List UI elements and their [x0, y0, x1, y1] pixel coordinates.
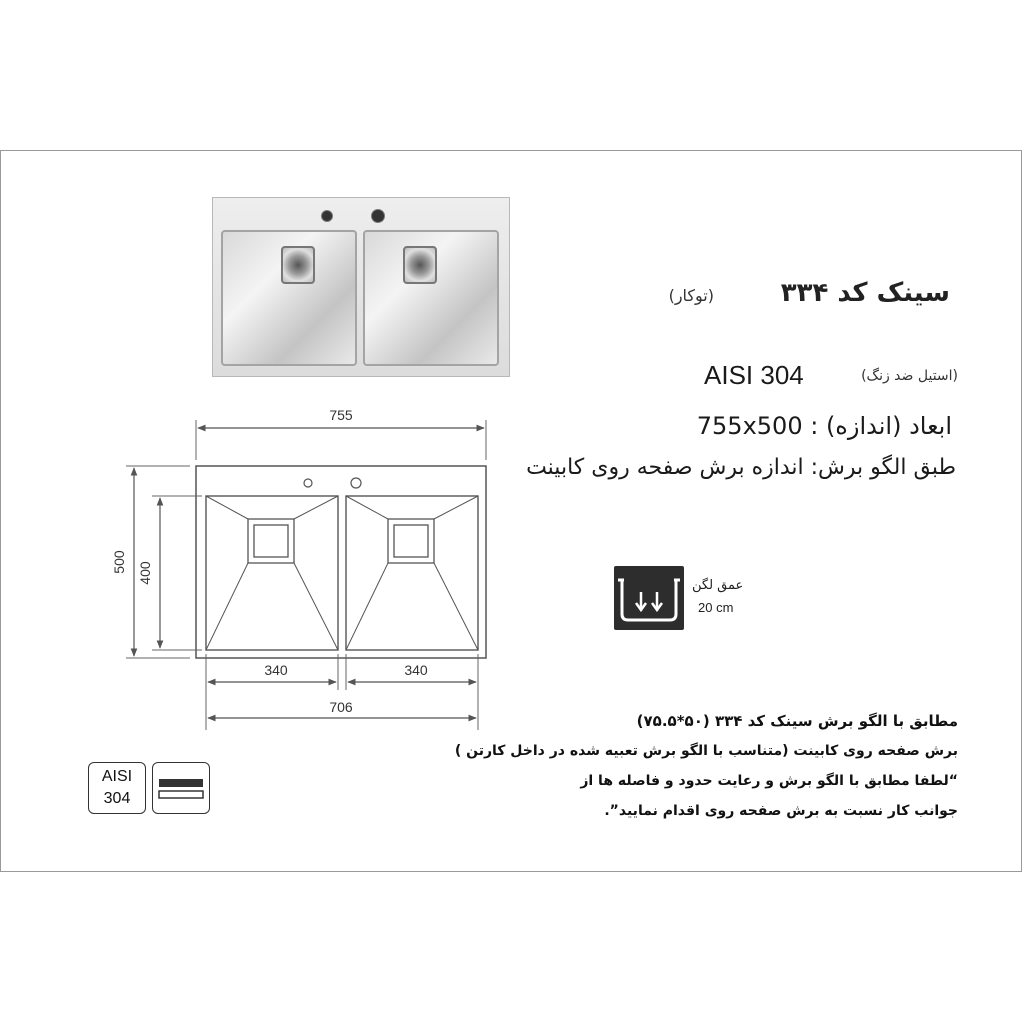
dimensions-line: 755x500 : ابعاد (اندازه) [696, 412, 952, 440]
dim-bowl-left-width: 340 [264, 662, 288, 678]
depth-label: عمق لگن [692, 578, 744, 593]
badge-line-1: AISI [101, 768, 133, 785]
dim-bowl-right-width: 340 [404, 662, 428, 678]
bowl-depth-icon [614, 566, 684, 630]
product-title: سینک کد ۳۳۴ [780, 278, 950, 308]
note-line-2: برش صفحه روی کابینت (متناسب با الگو برش تعبیه شده در داخل کارتن ) [454, 743, 958, 759]
sink-profile-icon [152, 762, 210, 814]
dim-inner-height: 400 [137, 561, 153, 585]
aisi-304-badge [88, 762, 146, 814]
cut-line: طبق الگو برش: اندازه برش صفحه روی کابینت [526, 455, 956, 480]
faucet-hole-small [321, 210, 333, 222]
sink-drawing [110, 400, 510, 730]
photo-drain-left [281, 246, 315, 284]
note-line-3: “لطفا مطابق با الگو برش و رعایت حدود و فاصله ها از [580, 773, 958, 789]
photo-drain-right [403, 246, 437, 284]
sink-outline [196, 466, 486, 658]
faucet-hole-large [371, 209, 385, 223]
note-line-1: مطابق با الگو برش سینک کد ۳۳۴ (۵۰*۷۵.۵) [636, 712, 958, 730]
sink-photo [212, 197, 510, 377]
depth-value: 20 cm [698, 600, 734, 615]
photo-bowl-right [363, 230, 499, 366]
note-line-4: جوانب کار نسبت به برش صفحه روی اقدام نمایید”. [604, 803, 958, 819]
material-grade: AISI 304 [704, 360, 804, 390]
dim-outer-height: 500 [111, 550, 127, 574]
material-note: (استیل ضد زنگ) [861, 368, 958, 384]
product-subtitle: (توکار) [668, 286, 714, 305]
dim-inner-width: 706 [329, 699, 353, 715]
dim-outer-width: 755 [329, 407, 353, 423]
photo-bowl-left [221, 230, 357, 366]
badge-line-2: 304 [103, 790, 131, 807]
